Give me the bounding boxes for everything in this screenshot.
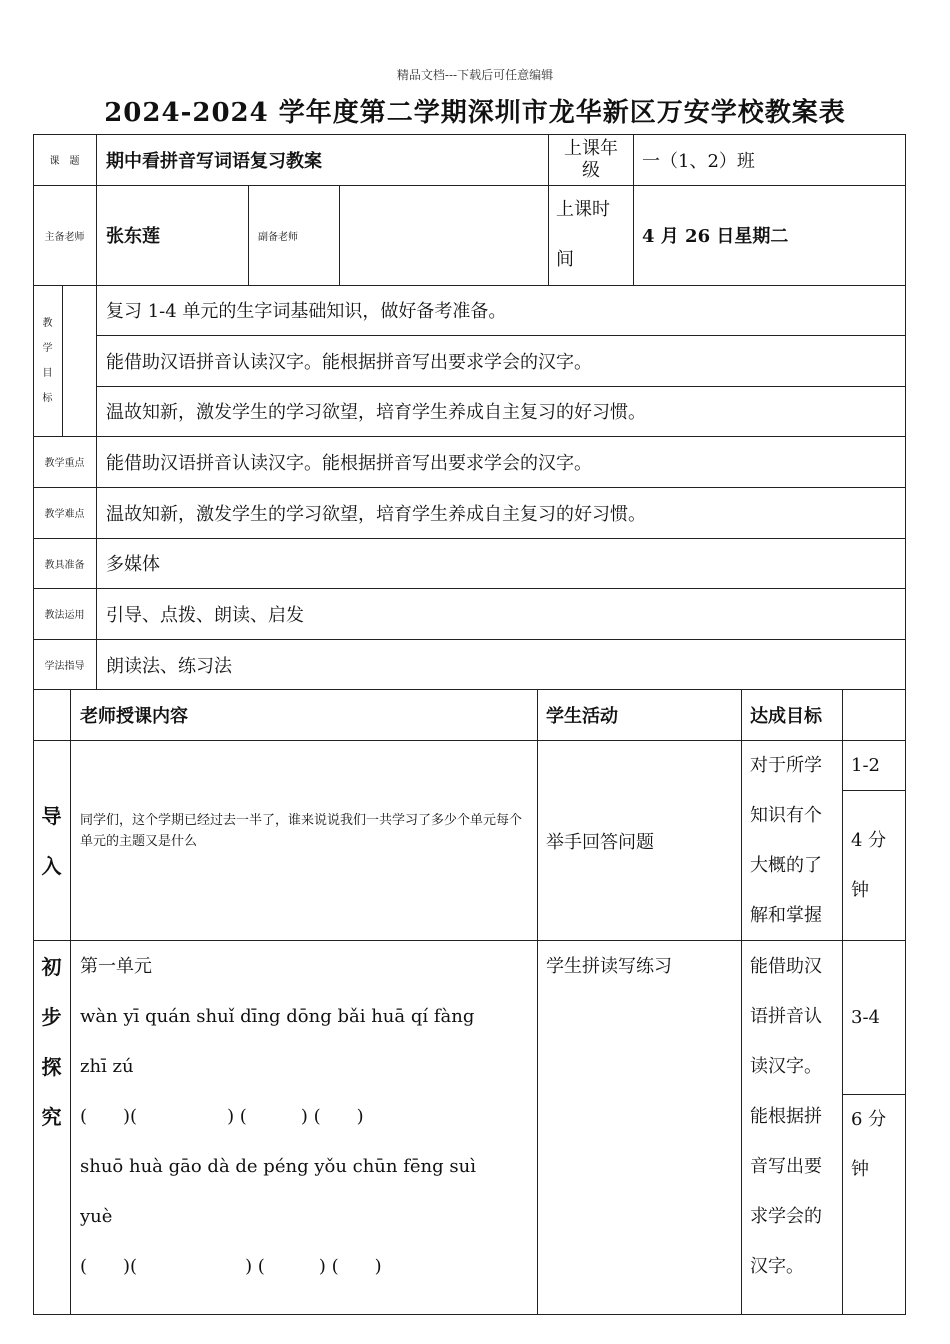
explore-content xyxy=(80,942,530,1292)
explore-content-line: ( )( ) ( ) ( ) xyxy=(80,1256,382,1277)
header-note: 精品文档---下载后可任意编辑 xyxy=(396,68,554,82)
objective-item: 温故知新，激发学生的学习欲望，培育学生养成自主复习的好习惯。 xyxy=(106,402,646,423)
time-value: 4 月 26 日星期二 xyxy=(642,226,789,247)
teaching-aids-value: 多媒体 xyxy=(106,554,160,575)
key-point-label: 教学重点 xyxy=(44,458,85,469)
explore-duration-line: 钟 xyxy=(851,1159,869,1180)
learning-methods-label: 学法指导 xyxy=(44,661,85,672)
objective-item: 复习 1-4 单元的生字词基础知识，做好备考准备。 xyxy=(106,301,507,322)
difficulty-value: 温故知新，激发学生的学习欲望，培育学生养成自主复习的好习惯。 xyxy=(106,503,646,525)
explore-goal xyxy=(750,942,822,1292)
explore-content-line: yuè xyxy=(80,1206,113,1227)
explore-stage-char: 初 xyxy=(41,955,62,979)
explore-content-line: shuō huà gāo dà de péng yǒu chūn fēng suì xyxy=(80,1156,476,1177)
teaching-aids-label: 教具准备 xyxy=(44,559,85,571)
intro-goal-line: 解和掌握 xyxy=(750,905,822,926)
intro-goal-line: 知识有个 xyxy=(750,805,822,826)
intro-stage-char: 导 xyxy=(41,804,62,828)
intro-stage-label xyxy=(33,791,70,891)
explore-step: 3-4 xyxy=(851,1006,880,1028)
main-teacher-value: 张东莲 xyxy=(106,226,160,247)
explore-stage-char: 探 xyxy=(41,1055,62,1079)
header-activity: 学生活动 xyxy=(546,705,618,727)
assist-teacher-value xyxy=(348,185,546,285)
objectives-label-char: 学 xyxy=(42,342,53,354)
explore-duration xyxy=(851,1095,886,1195)
document-title: 2024-2024 学年度第二学期深圳市龙华新区万安学校教案表 xyxy=(104,98,846,128)
explore-content-line: zhī zú xyxy=(80,1056,134,1077)
teaching-methods-label: 教法运用 xyxy=(44,610,85,621)
explore-goal-line: 求学会的 xyxy=(750,1206,822,1227)
explore-content-line: wàn yī quán shuǐ dīng dōng bǎi huā qí fàng xyxy=(80,1006,475,1027)
explore-content-line: 第一单元 xyxy=(80,956,152,977)
explore-activity-line: 学生拼读写练习 xyxy=(546,956,672,977)
intro-duration-line: 4 分 xyxy=(851,830,887,851)
assist-teacher-label: 副备老师 xyxy=(258,231,298,243)
explore-stage-label xyxy=(33,942,70,1142)
intro-content: 同学们，这个学期已经过去一半了，谁来说说我们一共学习了多少个单元每个单元的主题又是什么 xyxy=(80,813,523,849)
key-point-value: 能借助汉语拼音认读汉字。能根据拼音写出要求学会的汉字。 xyxy=(106,452,592,474)
objectives-label-char: 教 xyxy=(42,317,53,329)
intro-duration-line: 钟 xyxy=(851,880,869,901)
objectives-label xyxy=(33,285,62,436)
objectives-label-char: 目 xyxy=(42,367,53,379)
explore-stage-char: 究 xyxy=(41,1105,62,1129)
intro-activity: 举手回答问题 xyxy=(546,832,654,853)
explore-stage-char: 步 xyxy=(41,1005,62,1029)
explore-content-line: ( )( ) ( ) ( ) xyxy=(80,1106,364,1127)
explore-goal-line: 能借助汉 xyxy=(750,956,822,977)
objective-item: 能借助汉语拼音认读汉字。能根据拼音写出要求学会的汉字。 xyxy=(106,351,592,373)
intro-stage-char: 入 xyxy=(41,854,62,878)
intro-duration xyxy=(851,816,886,916)
header-content: 老师授课内容 xyxy=(80,705,188,727)
time-label: 上课时间 xyxy=(556,199,610,270)
explore-goal-line: 语拼音认 xyxy=(750,1006,822,1027)
grade-value: 一（1、2）班 xyxy=(642,150,755,172)
objectives-label-char: 标 xyxy=(42,392,53,404)
grade-label: 上课年级 xyxy=(564,137,618,181)
learning-methods-value: 朗读法、练习法 xyxy=(106,655,232,677)
intro-goal-line: 大概的了 xyxy=(750,855,822,876)
intro-goal xyxy=(750,741,822,941)
explore-goal-line: 音写出要 xyxy=(750,1156,822,1177)
explore-goal-line: 汉字。 xyxy=(750,1256,804,1277)
explore-duration-line: 6 分 xyxy=(851,1109,887,1130)
header-goal: 达成目标 xyxy=(750,705,822,727)
difficulty-label: 教学难点 xyxy=(44,509,85,520)
topic-label: 课 题 xyxy=(49,156,80,167)
topic-value: 期中看拼音写词语复习教案 xyxy=(106,150,322,172)
explore-goal-line: 读汉字。 xyxy=(750,1056,822,1077)
explore-activity xyxy=(546,942,672,992)
intro-step: 1-2 xyxy=(851,755,880,776)
explore-goal-line: 能根据拼 xyxy=(750,1106,822,1127)
intro-goal-line: 对于所学 xyxy=(750,755,822,776)
teaching-methods-value: 引导、点拨、朗读、启发 xyxy=(106,604,304,626)
main-teacher-label: 主备老师 xyxy=(44,231,85,243)
